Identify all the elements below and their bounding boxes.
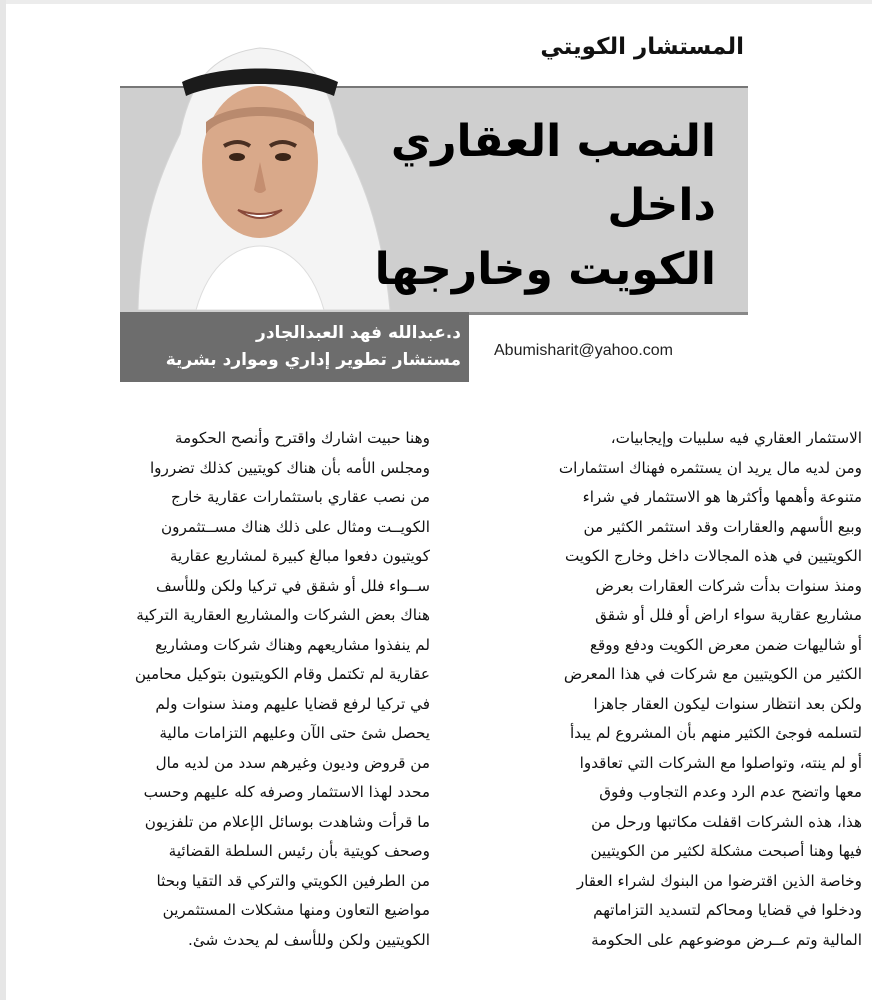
text-line: أو لم ينته، وتواصلوا مع الشركات التي تعاقدوا <box>579 753 862 772</box>
text-line: الكثير من الكويتيين مع شركات في هذا المعرض <box>563 665 862 683</box>
text-line: وصحف كويتية بأن رئيس السلطة القضائية <box>168 842 430 860</box>
author-email[interactable]: Abumisharit@yahoo.com <box>494 342 673 359</box>
text-line: ولكن بعد انتظار سنوات ليكون العقار جاهزا <box>593 694 862 713</box>
text-line: مشاريع عقارية سواء اراض أو فلل أو شقق <box>595 606 862 624</box>
article-column-right <box>448 424 862 955</box>
text-line: أو شاليهات ضمن معرض الكويت ودفع ووقع <box>589 635 862 654</box>
author-role: مستشار تطوير إداري وموارد بشرية <box>165 350 461 370</box>
text-line: من نصب عقاري باستثمارات عقارية خارج <box>171 488 430 506</box>
text-line: كويتيون دفعوا مبالغ كبيرة لمشاريع عقارية <box>169 547 430 565</box>
text-line: ومنذ سنوات بدأت شركات العقارات بعرض <box>595 576 862 595</box>
text-line: متنوعة وأهمها وأكثرها هو الاستثمار في شراء <box>582 488 862 506</box>
article-headline <box>356 110 716 302</box>
text-line: الاستثمار العقاري فيه سلبيات وإيجابيات، <box>610 429 862 447</box>
text-line: وهنا حبيت اشارك واقترح وأنصح الحكومة <box>174 429 430 447</box>
text-line: معها واتضح عدم الرد وعدم التجاوب وفوق <box>599 783 862 801</box>
text-line: يحصل شئ حتى الآن وعليهم التزامات مالية <box>159 724 430 742</box>
page-left-edge <box>0 0 6 1000</box>
text-line: الكويتيين ولكن وللأسف لم يحدث شئ. <box>188 930 430 949</box>
text-line: هذا، هذه الشركات اقفلت مكاتبها ورحل من <box>591 812 862 831</box>
page-top-edge <box>0 0 872 4</box>
text-line: المالية وتم عــرض موضوعهم على الحكومة <box>591 930 862 949</box>
text-line: فيها وهنا أصبحت مشكلة لكثير من الكويتيين <box>590 842 862 860</box>
text-line: مواضيع التعاون ومنها مشكلات المستثمرين <box>162 901 430 919</box>
text-line: الكويــت ومثال على ذلك هناك مســتثمرون <box>160 517 430 536</box>
text-line: محدد لهذا الاستثمار وصرفه كله عليهم وحسب <box>143 783 430 801</box>
text-line: من الطرفين الكويتي والتركي قد التقيا وبحثا <box>156 871 430 890</box>
headline-line-2: الكويت وخارجها <box>374 244 716 295</box>
author-name: د.عبدالله فهد العبدالجادر <box>256 323 461 343</box>
text-line: عقارية لم تكتمل وقام الكويتيون بتوكيل محامين <box>134 665 430 683</box>
text-line: وبيع الأسهم والعقارات وقد استثمر الكثير من <box>583 517 862 536</box>
column-section-label: المستشار الكويتي <box>540 34 744 60</box>
eye-left <box>229 153 245 161</box>
text-line: لتسلمه فوجئ الكثير منهم بأن المشروع لم يبدأ <box>570 724 862 742</box>
text-line: ومن لديه مال يريد ان يستثمره فهناك استثمارات <box>558 458 862 477</box>
text-line: وخاصة الذين اقترضوا من البنوك لشراء العقار <box>576 871 862 890</box>
article-column-left <box>24 424 430 955</box>
text-line: في تركيا لرفع قضايا عليهم ومنذ سنوات ولم <box>155 694 430 713</box>
author-byline <box>120 312 469 382</box>
text-line: ما قرأت وشاهدت بوسائل الإعلام من تلفزيون <box>144 812 430 831</box>
text-line: الكويتيين في هذه المجالات داخل وخارج الكويت <box>564 547 862 565</box>
text-line: هناك بعض الشركات والمشاريع العقارية التركية <box>136 606 430 624</box>
text-line: من قروض وديون وغيرهم سدد من لديه مال <box>155 753 430 772</box>
eye-right <box>275 153 291 161</box>
text-line: ومجلس الأمه بأن هناك كويتيين كذلك تضرروا <box>149 458 430 477</box>
text-line: ســواء فلل أو شقق في تركيا ولكن وللأسف <box>156 576 430 595</box>
headline-line-1: النصب العقاري داخل <box>390 116 716 231</box>
text-line: ودخلوا في قضايا ومحاكم لتسديد التزاماتهم <box>593 901 862 919</box>
text-line: لم ينفذوا مشاريعهم وهناك شركات ومشاريع <box>155 635 430 654</box>
